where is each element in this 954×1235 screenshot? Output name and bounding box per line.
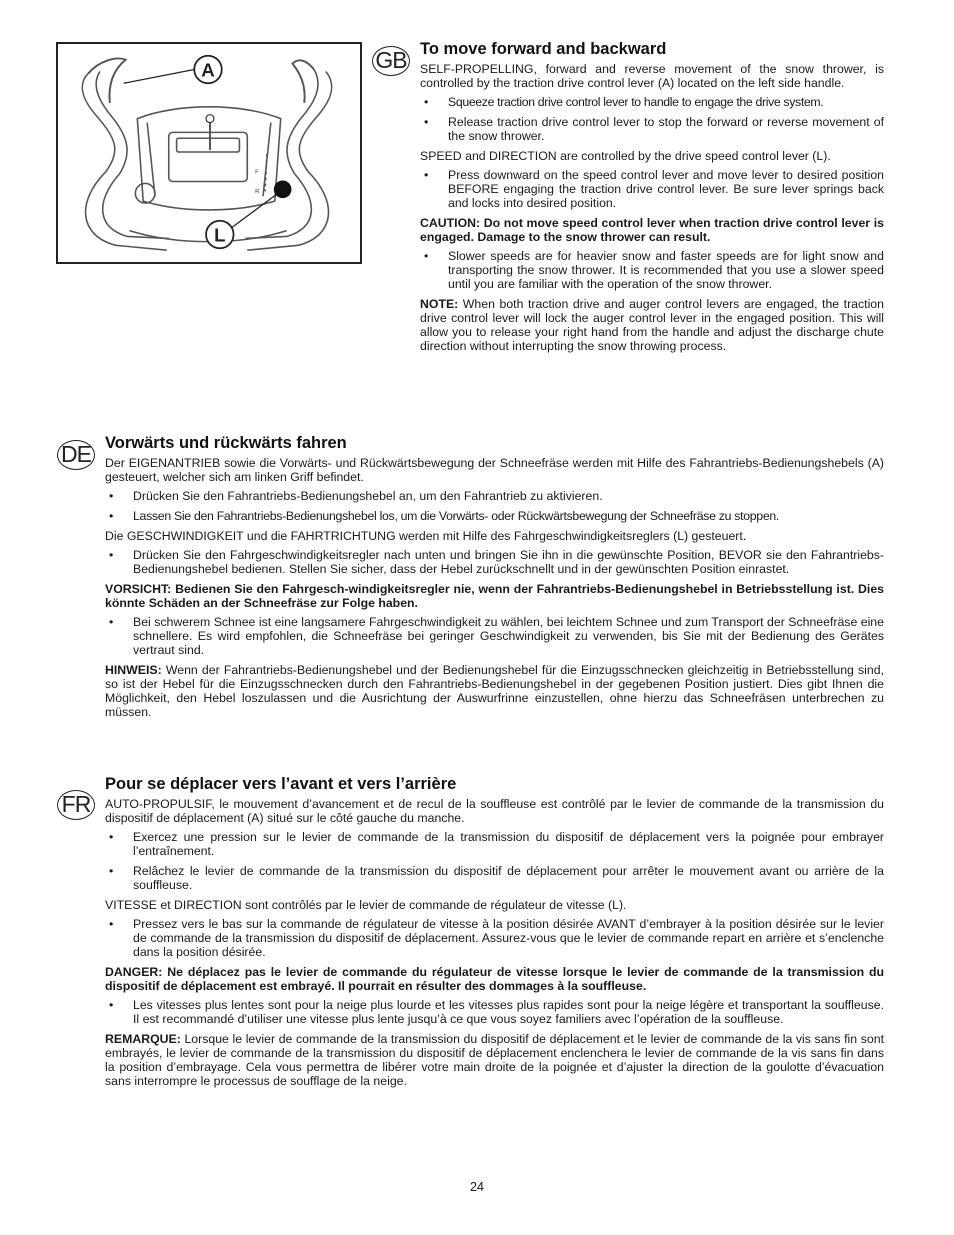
bullet-list [105,548,884,576]
forward-marker: F [255,169,259,176]
note-paragraph [105,663,884,719]
intro-text: AUTO-PROPULSIF, le mouvement d’avancement et de recul de la souffleuse est contrôlé par le levier de commande de la transmission du dispositif de déplacement (A) situé sur le côté gauche du manche. [105,797,884,825]
list-item: • Exercez une pression sur le levier de commande de la transmission du dispositif de déplacement vers la poignée pour embrayer l’entraînement. [105,830,884,858]
note-label: NOTE: [420,297,459,311]
speed-text: Die GESCHWINDIGKEIT und die FAHRTRICHTUNG werden mit Hilfe des Fahrgeschwindigkeitsreglers (L) gesteuert. [105,529,747,543]
note-label: HINWEIS: [105,663,162,677]
callout-a-label: A [201,59,215,81]
note-label: REMARQUE: [105,1032,181,1046]
bullet-list [105,830,884,892]
bullet-list [105,615,884,657]
list-item: • Les vitesses plus lentes sont pour la neige plus lourde et les vitesses plus rapides sont pour la neige légère et transportant la souffleuse. Il est recommandé d’utiliser une vitesse plus lente jusqu’à ce que vous soyez familiers avec l’opération de la souffleuse. [105,998,884,1026]
bullet-list [420,168,884,210]
speed-text: SPEED and DIRECTION are controlled by the drive speed control lever (L). [420,149,831,163]
bullet-list [105,489,884,523]
section-title-gb: To move forward and backward [420,40,667,58]
list-item: • Bei schwerem Schnee ist eine langsamere Fahrgeschwindigkeit zu wählen, bei leichtem Schnee und zum Transport der Schneefräse eine schnellere. Es wird empfohlen, die Schneefräse bei geringer Geschwindigkeit zu verwenden, bis Sie mit der Bedienung des Gerätes vertraut sind. [105,615,884,657]
caution-text: VORSICHT: Bedienen Sie den Fahrgesch-windigkeitsregler nie, wenn der Fahrantriebs-Bedienungshebel in Betriebsstellung ist. Dies könnte Schäden an der Schneefräse zur Folge haben. [105,582,884,610]
callout-l-label: L [214,224,226,246]
speed-lever-knob [274,180,292,198]
section-fr [105,775,884,1093]
note-paragraph [105,1032,884,1088]
list-item: • Relâchez le levier de commande de la transmission du dispositif de déplacement pour arrêter le mouvement avant ou arrière de la souffleuse. [105,864,884,892]
reverse-marker: R [255,189,260,196]
language-badge-de: DE [57,440,95,470]
section-gb [420,40,884,358]
language-badge-gb: GB [372,46,410,76]
note-paragraph [420,297,884,353]
bullet-list [420,249,884,291]
section-title-de: Vorwärts und rückwärts fahren [105,434,347,452]
bullet-list [105,917,884,959]
language-badge-fr: FR [57,790,95,820]
list-item: • Drücken Sie den Fahrgeschwindigkeitsregler nach unten und bringen Sie ihn in die gewünschte Position, BEVOR sie den Fahrantriebs-Bedienungshebel bedienen. Stellen Sie sicher, dass der Hebel zurückschnellt und in der gewünschten Position einrastet. [105,548,884,576]
list-item: • Squeeze traction drive control lever to handle to engage the drive system. [420,95,884,109]
handle-illustration [56,42,362,264]
snow-thrower-handle-drawing [58,44,360,262]
note-text: Lorsque le levier de commande de la transmission du dispositif de déplacement et le levier de commande de la vis sans fin sont embrayés, le levier de commande de la transmission du dispositif de déplacement enclenchera le levier de commande de la vis sans fin dans la position d’embrayage. Cela vous permettra de libérer votre main droite de la poignée et d’ajuster la direction de la goulotte d’évacuation sans interrompre le processus de soufflage de la neige. [105,1032,884,1088]
list-item: • Release traction drive control lever to stop the forward or reverse movement of the snow thrower. [420,115,884,143]
list-item: • Drücken Sie den Fahrantriebs-Bedienungshebel an, um den Fahrantrieb zu aktivieren. [105,489,884,503]
list-item: • Lassen Sie den Fahrantriebs-Bedienungshebel los, um die Vorwärts- oder Rückwärtsbewegung der Schneefräse zu stoppen. [105,509,884,523]
note-text: When both traction drive and auger control levers are engaged, the traction drive control lever will lock the auger control lever in the engaged position. This will allow you to release your right hand from the handle and adjust the discharge chute direction without interrupting the snow throwing process. [420,297,884,353]
intro-text: SELF-PROPELLING, forward and reverse movement of the snow thrower, is controlled by the traction drive control lever (A) located on the left side handle. [420,62,884,90]
speed-text: VITESSE et DIRECTION sont contrôlés par le levier de commande de régulateur de vitesse (L). [105,898,627,912]
list-item: • Press downward on the speed control lever and move lever to desired position BEFORE engaging the traction drive control lever. Be sure lever springs back and locks into desired position. [420,168,884,210]
section-title-fr: Pour se déplacer vers l’avant et vers l’arrière [105,775,457,793]
intro-text: Der EIGENANTRIEB sowie die Vorwärts- und Rückwärtsbewegung der Schneefräse werden mit Hilfe des Fahrantriebs-Bedienungshebels (A) gesteuert, welcher sich am linken Griff befindet. [105,456,884,484]
note-text: Wenn der Fahrantriebs-Bedienungshebel und der Bedienungshebel für die Einzugsschnecken gleichzeitig in Betriebsstellung sind, so ist der Hebel für die Einzugsschnecken durch den Fahrantriebs-Bedienungshebel in der gegebenen Position justiert. Dies gibt Ihnen die Möglichkeit, den Hebel loszulassen und die Ausrichtung der Auswurfrinne einzustellen, ohne hierzu das Schneefräsen unterbrechen zu müssen. [105,663,884,719]
caution-text: DANGER: Ne déplacez pas le levier de commande du régulateur de vitesse lorsque le levier de commande de la transmission du dispositif de déplacement est embrayé. Il pourrait en résulter des dommages à la souffleuse. [105,965,884,993]
page-number: 24 [470,1180,484,1194]
section-de [105,434,884,724]
list-item: • Pressez vers le bas sur la commande de régulateur de vitesse à la position désirée AVANT d’embrayer à la position désirée sur le levier de commande de la transmission du dispositif de déplacement. Assurez-vous que le levier de commande repart en arrière et s’enclenche dans la position désirée. [105,917,884,959]
caution-text: CAUTION: Do not move speed control lever when traction drive control lever is engaged. Damage to the snow thrower can result. [420,216,884,244]
bullet-list [420,95,884,143]
list-item: • Slower speeds are for heavier snow and faster speeds are for light snow and transporting the snow thrower. It is recommended that you use a slower speed until you are familiar with the operation of the snow thrower. [420,249,884,291]
bullet-list [105,998,884,1026]
